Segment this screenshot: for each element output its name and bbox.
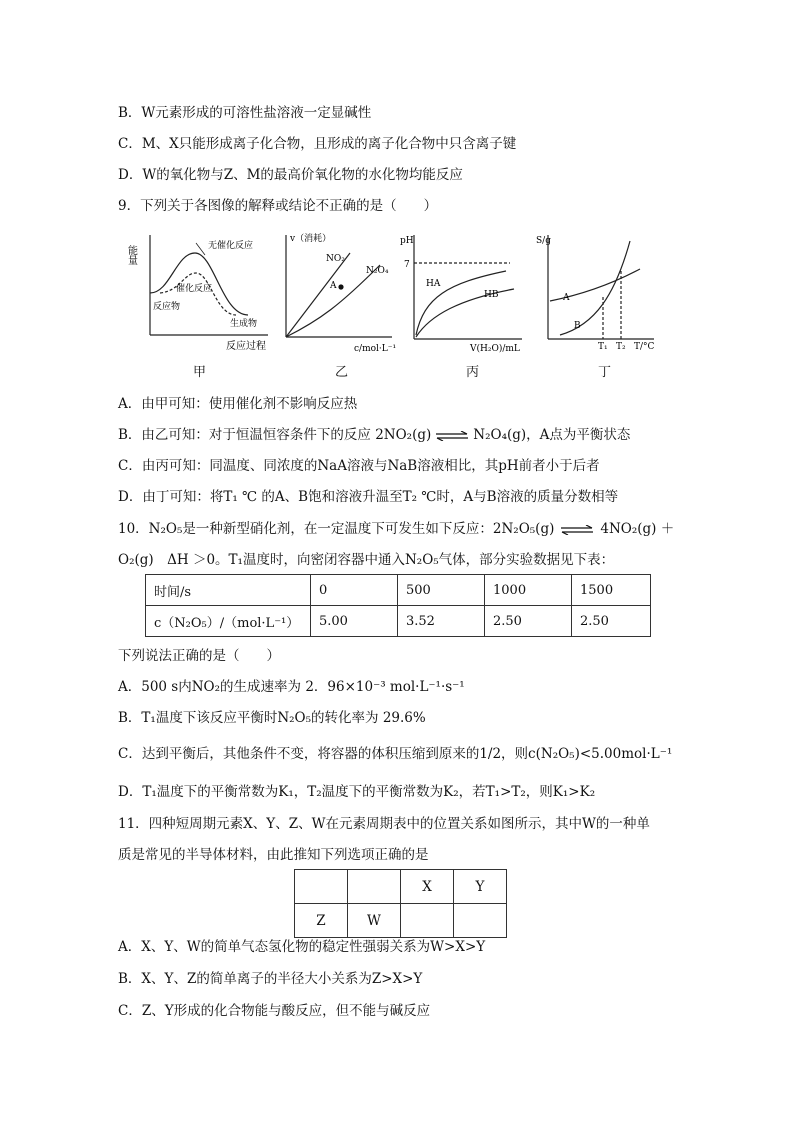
- table-cell: 500: [398, 575, 485, 606]
- fig-jia-ylabel: 能量: [125, 245, 137, 265]
- fig-yi-curve2: N₂O₄: [366, 266, 389, 276]
- q11-stem-line2: 质是常见的半导体材料，由此推知下列选项正确的是: [118, 847, 429, 863]
- fig-bing-xlabel: V(H₂O)/mL: [470, 344, 520, 354]
- q11-option-a: A．X、Y、W的简单气态氢化物的稳定性强弱关系为W>X>Y: [118, 939, 486, 955]
- fig-bing-caption: 丙: [466, 365, 480, 380]
- q9-option-a: A．由甲可知：使用催化剂不影响反应热: [118, 396, 358, 412]
- q11-periodic-table: [294, 869, 507, 938]
- q9-option-b-post: N₂O₄(g)，A点为平衡状态: [473, 427, 631, 443]
- fig-bing-curve1: HA: [426, 279, 441, 289]
- table-cell: X: [401, 870, 454, 904]
- table-row: [295, 870, 507, 904]
- fig-jia-cat-label: 催化反应: [176, 284, 213, 294]
- q8-option-b: B．W元素形成的可溶性盐溶液一定显碱性: [118, 105, 372, 121]
- table-cell: 5.00: [311, 606, 398, 637]
- table-row: [146, 575, 651, 606]
- q11-option-b: B．X、Y、Z的简单离子的半径大小关系为Z>X>Y: [118, 971, 423, 987]
- q10-data-table: [145, 574, 651, 637]
- q10-option-b: B．T₁温度下该反应平衡时N₂O₅的转化率为 29.6%: [118, 710, 426, 726]
- table-cell: 3.52: [398, 606, 485, 637]
- table-cell: [295, 870, 348, 904]
- fig-ding: [548, 235, 654, 339]
- fig-yi-point-label: A: [330, 281, 337, 291]
- fig-yi-caption: 乙: [335, 365, 349, 380]
- q9-stem: 9．下列关于各图像的解释或结论不正确的是（ ）: [118, 198, 438, 214]
- fig-ding-t2: T₂: [616, 342, 626, 352]
- equilibrium-arrow-icon: [558, 525, 596, 535]
- fig-ding-curve-b: B: [574, 321, 581, 331]
- fig-jia-xlabel: 反应过程: [226, 341, 266, 352]
- table-cell: Y: [454, 870, 507, 904]
- fig-ding-caption: 丁: [598, 365, 612, 380]
- fig-ding-curve-a: A: [563, 293, 570, 303]
- q8-option-d: D．W的氧化物与Z、M的最高价氧化物的水化物均能反应: [118, 167, 463, 183]
- q11-option-c: C．Z、Y形成的化合物能与酸反应，但不能与碱反应: [118, 1003, 431, 1019]
- q10-stem-line1: [118, 520, 674, 538]
- fig-yi-point-a: [338, 284, 343, 289]
- table-cell: W: [348, 904, 401, 938]
- fig-yi-curve1: NO₂: [326, 254, 345, 264]
- fig-ding-t1: T₁: [598, 342, 608, 352]
- table-cell: 0: [311, 575, 398, 606]
- q9-option-b-pre: B．由乙可知：对于恒温恒容条件下的反应 2NO₂(g): [118, 427, 432, 443]
- table-cell: 1000: [485, 575, 572, 606]
- table-row: [146, 606, 651, 637]
- q10-option-a: A．500 s内NO₂的生成速率为 2．96×10⁻³ mol·L⁻¹·s⁻¹: [118, 679, 465, 695]
- table-cell: Z: [295, 904, 348, 938]
- q9-option-b: [118, 426, 630, 444]
- q10-stem-pre: 10．N₂O₅是一种新型硝化剂，在一定温度下可发生如下反应：2N₂O₅(g): [118, 521, 555, 537]
- q10-stem-line2: O₂(g) ΔH ＞0。T₁温度时，向密闭容器中通入N₂O₅气体，部分实验数据见下表：: [118, 552, 615, 568]
- table-cell: 时间/s: [146, 575, 311, 606]
- equilibrium-arrow-icon: [435, 431, 469, 441]
- fig-jia-caption: 甲: [193, 365, 207, 380]
- q9-option-c: C．由丙可知：同温度、同浓度的NaA溶液与NaB溶液相比，其pH前者小于后者: [118, 458, 600, 474]
- fig-bing-tick7: 7: [404, 260, 410, 270]
- q10-ask: 下列说法正确的是（ ）: [118, 648, 280, 664]
- table-cell: c（N₂O₅）/（mol·L⁻¹）: [146, 606, 311, 637]
- q11-stem-line1: 11．四种短周期元素X、Y、Z、W在元素周期表中的位置关系如图所示，其中W的一种单: [118, 816, 650, 832]
- q10-stem-post: 4NO₂(g) ＋: [600, 521, 675, 537]
- fig-jia-product-label: 生成物: [230, 319, 258, 329]
- table-cell: [348, 870, 401, 904]
- fig-bing-ylabel: pH: [400, 236, 414, 246]
- table-cell: 2.50: [572, 606, 651, 637]
- q9-figures: [0, 225, 794, 385]
- fig-ding-ylabel: S/g: [536, 236, 551, 246]
- fig-yi-ylabel: v（消耗）: [290, 234, 332, 244]
- table-cell: 2.50: [485, 606, 572, 637]
- q9-option-d: D．由丁可知：将T₁ ℃ 的A、B饱和溶液升温至T₂ ℃时，A与B溶液的质量分数相等: [118, 489, 619, 505]
- table-cell: [401, 904, 454, 938]
- table-row: [295, 904, 507, 938]
- fig-jia-uncat-label: 无催化反应: [208, 241, 254, 251]
- table-cell: 1500: [572, 575, 651, 606]
- fig-jia-reactant-label: 反应物: [153, 302, 181, 312]
- q10-option-c: C．达到平衡后，其他条件不变，将容器的体积压缩到原来的1/2，则c(N₂O₅)<5.00mol·L⁻¹: [118, 746, 673, 762]
- fig-yi-xlabel: c/mol·L⁻¹: [354, 344, 397, 354]
- fig-bing-curve2: HB: [484, 290, 499, 300]
- q10-option-d: D．T₁温度下的平衡常数为K₁，T₂温度下的平衡常数为K₂，若T₁>T₂，则K₁>K₂: [118, 784, 596, 800]
- q8-option-c: C．M、X只能形成离子化合物，且形成的离子化合物中只含离子键: [118, 136, 517, 152]
- table-cell: [454, 904, 507, 938]
- fig-ding-xlabel: T/°C: [634, 342, 655, 352]
